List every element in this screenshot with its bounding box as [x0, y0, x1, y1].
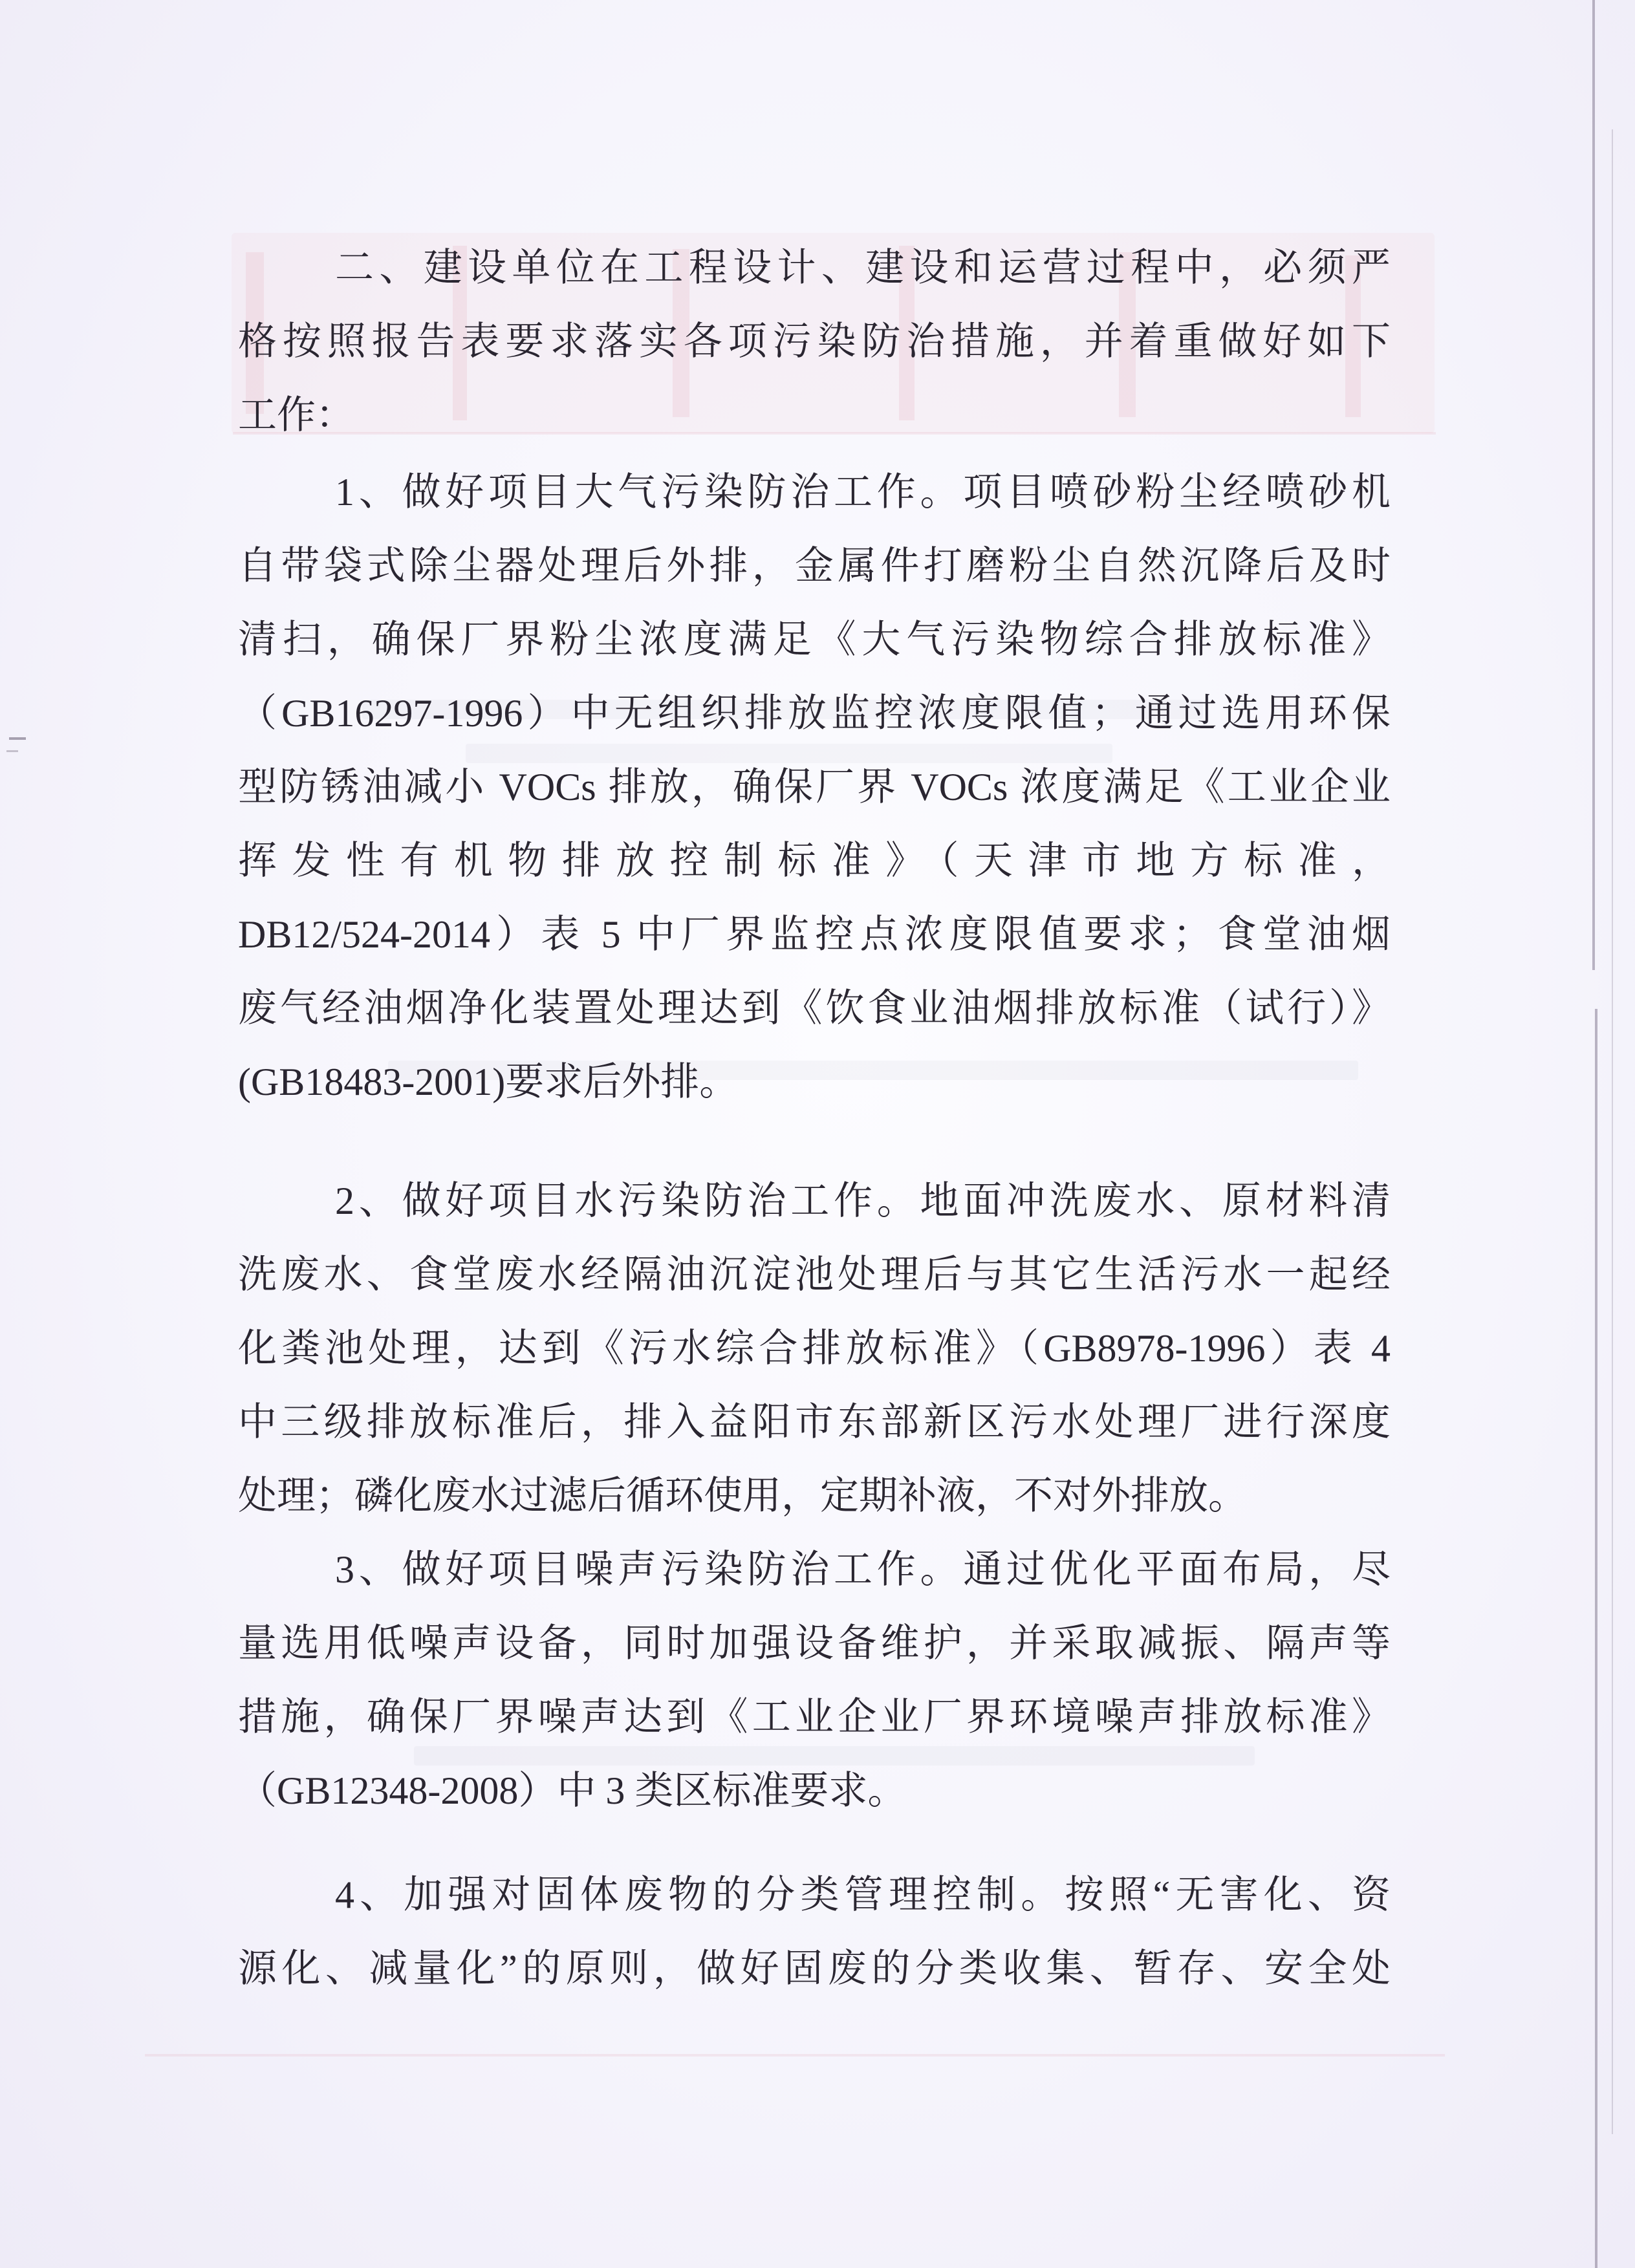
text-line: 中三级排放标准后，排入益阳市东部新区污水处理厂进行深度 — [238, 1401, 1391, 1443]
text-line: 工作： — [238, 394, 354, 437]
paragraph-water-pollution — [238, 1164, 1391, 1533]
text-line: 二、建设单位在工程设计、建设和运营过程中，必须严 — [335, 246, 1391, 289]
text-line: (GB18483-2001)要求后外排。 — [238, 1061, 739, 1103]
document-body — [238, 231, 1391, 2005]
text-line: （GB16297-1996）中无组织排放监控浓度限值；通过选用环保 — [238, 692, 1391, 735]
text-line: DB12/524-2014）表 5 中厂界监控点浓度限值要求；食堂油烟 — [238, 913, 1391, 956]
paragraph-requirements-intro — [238, 231, 1391, 452]
text-line: 量选用低噪声设备，同时加强设备维护，并采取减振、隔声等 — [238, 1622, 1391, 1665]
scan-edge-line — [1592, 0, 1595, 970]
text-line: 1、做好项目大气污染防治工作。项目喷砂粉尘经喷砂机 — [335, 471, 1391, 513]
text-line: 型防锈油减小 VOCs 排放，确保厂界 VOCs 浓度满足《工业企业 — [238, 766, 1391, 808]
scan-edge-mark — [9, 737, 26, 740]
text-line: （GB12348-2008）中 3 类区标准要求。 — [238, 1769, 907, 1812]
paragraph-air-pollution — [238, 455, 1391, 1119]
text-line: 处理；磷化废水过滤后循环使用，定期补液，不对外排放。 — [238, 1474, 1247, 1517]
scan-edge-mark — [6, 750, 18, 752]
scan-edge-line — [1595, 1009, 1597, 2268]
paragraph-noise-pollution — [238, 1533, 1391, 1828]
text-line: 3、做好项目噪声污染防治工作。通过优化平面布局，尽 — [335, 1548, 1391, 1591]
text-line: 挥发性有机物排放控制标准》（天津市地方标准， — [238, 839, 1391, 882]
text-line: 清扫，确保厂界粉尘浓度满足《大气污染物综合排放标准》 — [238, 618, 1391, 661]
text-line: 格按照报告表要求落实各项污染防治措施，并着重做好如下 — [238, 320, 1391, 363]
text-line: 洗废水、食堂废水经隔油沉淀池处理后与其它生活污水一起经 — [238, 1253, 1391, 1296]
text-line: 自带袋式除尘器处理后外排，金属件打磨粉尘自然沉降后及时 — [238, 545, 1391, 587]
paragraph-solid-waste — [238, 1858, 1391, 2005]
scan-edge-line — [1612, 129, 1613, 2134]
text-line: 废气经油烟净化装置处理达到《饮食业油烟排放标准（试行）》 — [238, 987, 1391, 1030]
text-line: 4、加强对固体废物的分类管理控制。按照“无害化、资 — [335, 1874, 1391, 1916]
text-line: 2、做好项目水污染防治工作。地面冲洗废水、原材料清 — [335, 1180, 1391, 1222]
text-line: 措施，确保厂界噪声达到《工业企业厂界环境噪声排放标准》 — [238, 1696, 1391, 1738]
text-line: 源化、减量化”的原则，做好固废的分类收集、暂存、安全处 — [238, 1947, 1391, 1990]
text-line: 化粪池处理，达到《污水综合排放标准》（GB8978-1996）表 4 — [238, 1327, 1391, 1370]
bleed-through-rule — [145, 2054, 1445, 2057]
